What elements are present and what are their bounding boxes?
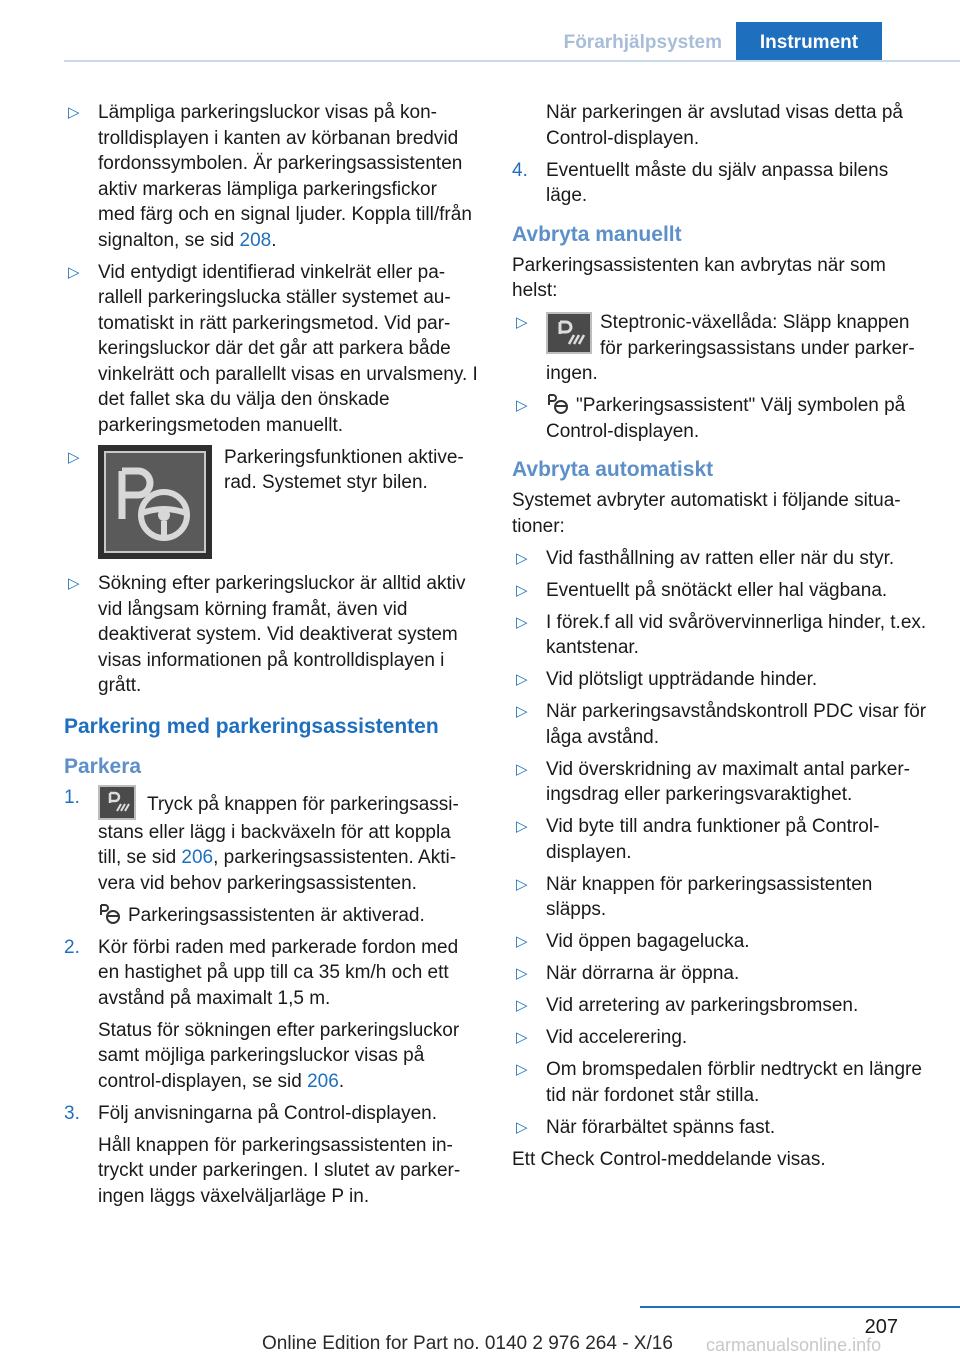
closing-text: Ett Check Control-meddelande visas. — [512, 1148, 826, 1170]
item-text: Steptronic-växellåda: Släpp knappen för parkeringsassistans under parkeringen. — [546, 312, 915, 384]
triangle-bullet-icon: ▷ — [68, 263, 80, 281]
step-note — [98, 903, 478, 929]
step-number: 1. — [64, 786, 80, 808]
step-note — [98, 1018, 478, 1095]
step-note-text: Status för sökningen efter parkeringsluckor samt möjliga parkeringsluckor visas på control-displayen, se sid — [98, 1019, 460, 1092]
section-heading: Parkering med parkeringsassistenten — [64, 714, 439, 738]
list-item — [512, 1025, 932, 1051]
step-text: Kör förbi raden med parkerade fordon med en hastighet på upp till ca 35 km/h och ett avstånd på maximalt 1,5 m. — [98, 936, 459, 1009]
list-item — [512, 872, 932, 923]
item-text: I förek.f all vid svårövervinnerliga hinder, t.ex. kantstenar. — [546, 611, 927, 658]
item-text: Vid byte till andra funktioner på Control-displayen. — [546, 816, 880, 863]
triangle-bullet-icon: ▷ — [516, 549, 528, 567]
item-text: Vid entydigt identifierad vinkelrät eller parallell parkeringslucka ställer systemet automatiskt in rätt parkeringsmetod. Vid parkeringsluckor där det går att parkera både vinkelrätt och parallellt visas en urvalsmeny. I det fallet ska du välja den önskade parkeringsmetoden manuellt. — [98, 261, 478, 436]
step-number: 2. — [64, 936, 80, 958]
list-item — [512, 546, 932, 572]
triangle-bullet-icon: ▷ — [68, 104, 80, 121]
list-item — [512, 757, 932, 808]
step-text-end: , parkeringsassistenten. Aktivera vid behov parkeringsassistenten. — [98, 847, 457, 894]
list-item — [512, 814, 932, 865]
item-text: Lämpliga parkeringsluckor visas på kontrolldisplayen i kanten av körbanan bredvid fordonssymbolen. Är parkeringsassistenten aktiv markeras lämpliga parkeringsfickor med färg och en signal ljuder. Koppla till/från signalton, se sid — [98, 102, 472, 251]
auto-abort-list — [512, 546, 932, 1141]
step-continuation — [512, 100, 932, 151]
triangle-bullet-icon: ▷ — [68, 575, 80, 592]
triangle-bullet-icon: ▷ — [516, 613, 528, 631]
step-note-end: . — [338, 1070, 345, 1092]
item-text: Vid accelerering. — [546, 1027, 688, 1048]
list-item — [512, 699, 932, 750]
triangle-bullet-icon: ▷ — [516, 397, 528, 414]
item-text: När förarbältet spänns fast. — [546, 1116, 776, 1138]
header-divider — [64, 60, 960, 62]
right-column — [512, 100, 932, 1179]
subsection-heading: Avbryta automatiskt — [512, 458, 714, 481]
item-text: Om bromspedalen förblir nedtryckt en längre tid när fordonet står stilla. — [546, 1059, 922, 1106]
step-number: 4. — [512, 159, 528, 181]
list-item — [512, 610, 932, 661]
left-column — [64, 100, 478, 1216]
triangle-bullet-icon: ▷ — [68, 448, 80, 466]
parking-assistant-symbol-icon — [98, 903, 122, 925]
footer-divider — [640, 1306, 960, 1308]
triangle-bullet-icon: ▷ — [516, 818, 528, 835]
triangle-bullet-icon: ▷ — [516, 1029, 528, 1046]
list-item — [64, 100, 478, 253]
step-text: Följ anvisningarna på Control-displayen. — [98, 1102, 438, 1124]
header-tab-instrument: Instrument — [736, 22, 882, 62]
list-item — [512, 929, 932, 955]
intro-text: Parkeringsassistenten kan avbrytas när som helst: — [512, 254, 886, 301]
numbered-step — [512, 158, 932, 209]
page-link[interactable]: 206 — [307, 1070, 339, 1092]
list-item — [512, 667, 932, 693]
triangle-bullet-icon: ▷ — [516, 933, 528, 950]
triangle-bullet-icon: ▷ — [516, 314, 528, 331]
subsection-heading: Parkera — [64, 754, 142, 778]
list-item — [512, 393, 932, 444]
list-item — [64, 445, 478, 565]
parking-assistant-button-icon — [98, 785, 136, 820]
edition-note: Online Edition for Part no. 0140 2 976 264 - X/16 — [262, 1333, 673, 1354]
item-text: När parkeringsavståndskontroll PDC visar för låga avstånd. — [546, 701, 927, 748]
triangle-bullet-icon: ▷ — [516, 997, 528, 1014]
triangle-bullet-icon: ▷ — [516, 1118, 528, 1136]
list-item — [512, 1115, 932, 1141]
page-link[interactable]: 208 — [239, 229, 272, 251]
triangle-bullet-icon: ▷ — [516, 1061, 528, 1078]
parking-assistant-symbol-icon — [546, 393, 570, 415]
list-item — [64, 571, 478, 699]
triangle-bullet-icon: ▷ — [516, 965, 528, 982]
numbered-step — [64, 785, 478, 929]
step-note: Håll knappen för parkeringsassistenten intryckt under parkeringen. I slutet av parkeringen läggs växelväljarläge P in. — [98, 1134, 461, 1207]
item-text: "Parkeringsassistent" Välj symbolen på Control-displayen. — [546, 395, 906, 442]
step-text: Tryck på knappen för parkeringsassistans eller lägg i backväxeln för att koppla till, se sid — [98, 793, 459, 868]
triangle-bullet-icon: ▷ — [516, 581, 528, 599]
page-number: 207 — [864, 1316, 898, 1338]
item-text: Vid arretering av parkeringsbromsen. — [546, 995, 859, 1016]
list-item — [512, 1057, 932, 1108]
list-item — [512, 578, 932, 604]
triangle-bullet-icon: ▷ — [516, 703, 528, 720]
page-link[interactable]: 206 — [181, 847, 214, 868]
parking-function-active-icon — [98, 445, 212, 559]
item-text: Eventuellt på snötäckt eller hal vägbana. — [546, 579, 888, 601]
triangle-bullet-icon: ▷ — [516, 875, 528, 893]
triangle-bullet-icon: ▷ — [516, 760, 528, 778]
list-item — [512, 961, 932, 987]
watermark: carmanualsonline.info — [706, 1335, 882, 1355]
item-text: När knappen för parkeringsassistenten släpps. — [546, 873, 873, 920]
list-item — [512, 993, 932, 1019]
item-text-end: . — [271, 229, 277, 251]
header-section-title: Förarhjälpsystem — [563, 32, 722, 53]
list-item — [512, 310, 932, 387]
step-number: 3. — [64, 1102, 80, 1124]
parking-assistant-button-icon — [546, 312, 592, 354]
item-text: När dörrarna är öppna. — [546, 963, 740, 984]
intro-text: Systemet avbryter automatiskt i följande situationer: — [512, 490, 901, 537]
item-text: Sökning efter parkeringsluckor är alltid aktiv vid långsam körning framåt, även vid deaktiverat system. Vid deaktiverat system visas informationen på kontrolldisplayen i grått. — [98, 573, 466, 696]
step-text: Eventuellt måste du själv anpassa bilens läge. — [546, 159, 889, 206]
item-text: Parkeringsfunktionen aktiverad. Systemet styr bilen. — [224, 446, 464, 493]
item-text: Vid överskridning av maximalt antal parkeringsdrag eller parkeringsvaraktighet. — [546, 758, 910, 805]
step-note: När parkeringen är avslutad visas detta på Control-displayen. — [546, 102, 903, 149]
step-note-text: Parkeringsassistenten är aktiverad. — [128, 904, 425, 926]
subsection-heading: Avbryta manuellt — [512, 222, 682, 246]
numbered-step — [64, 935, 478, 1095]
numbered-step — [64, 1101, 478, 1210]
item-text: Vid öppen bagagelucka. — [546, 931, 750, 952]
item-text: Vid plötsligt uppträdande hinder. — [546, 669, 818, 690]
triangle-bullet-icon: ▷ — [516, 671, 528, 688]
item-text: Vid fasthållning av ratten eller när du styr. — [546, 547, 895, 569]
list-item — [64, 260, 478, 439]
